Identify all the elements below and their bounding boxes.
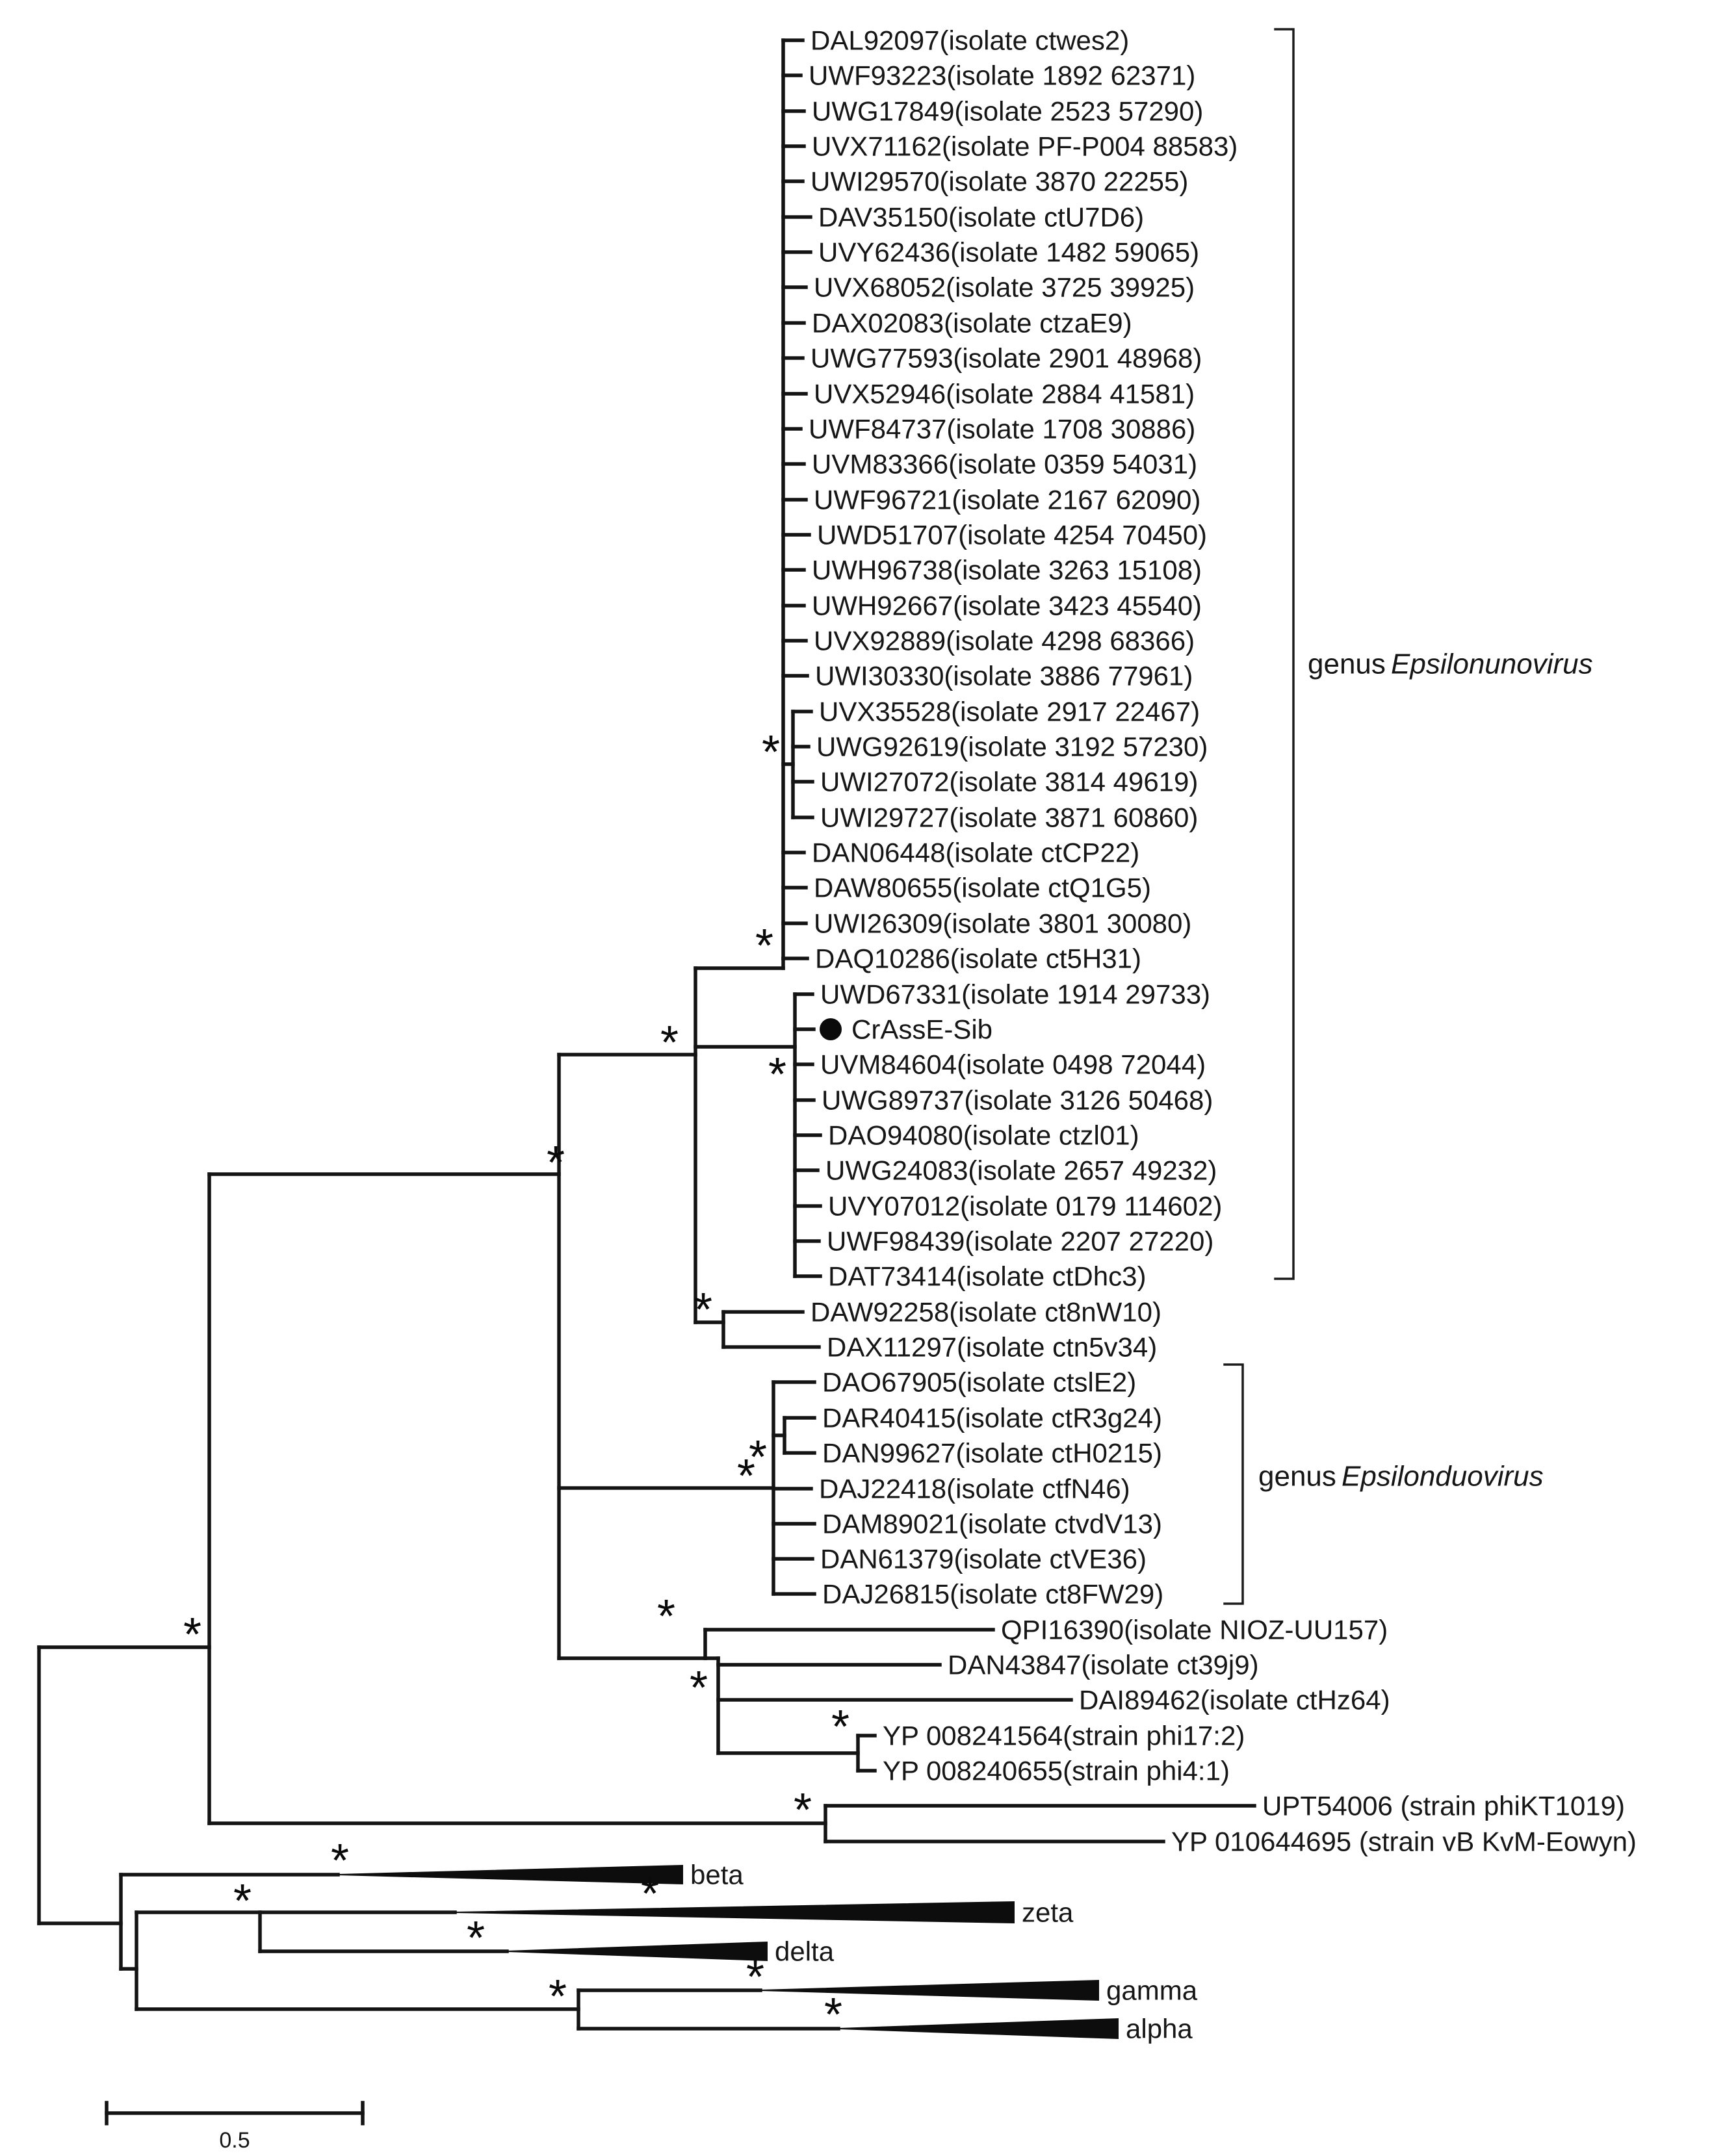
taxon-label: UWG92619(isolate 3192 57230) — [816, 731, 1208, 762]
taxon-label: DAX02083(isolate ctzaE9) — [812, 307, 1132, 339]
taxon-label: UWG77593(isolate 2901 48968) — [811, 342, 1202, 374]
taxon-label: UWH92667(isolate 3423 45540) — [812, 590, 1202, 621]
taxon-label: DAO94080(isolate ctzl01) — [828, 1120, 1139, 1151]
support-asterisk: * — [755, 920, 774, 972]
taxon-label: UWI29570(isolate 3870 22255) — [811, 166, 1189, 197]
support-asterisk: * — [660, 1017, 679, 1069]
taxon-label: UVX35528(isolate 2917 22467) — [819, 696, 1200, 727]
taxon-label: UVX52946(isolate 2884 41581) — [814, 378, 1195, 409]
taxon-label: UWF98439(isolate 2207 27220) — [827, 1226, 1214, 1257]
taxon-label: UVX71162(isolate PF-P004 88583) — [812, 131, 1238, 162]
clade-label-zeta: zeta — [1022, 1897, 1074, 1928]
taxon-label: DAN43847(isolate ct39j9) — [948, 1649, 1259, 1680]
support-asterisk: * — [694, 1284, 713, 1336]
taxon-label: UWG24083(isolate 2657 49232) — [825, 1155, 1217, 1186]
taxon-label: YP 010644695 (strain vB KvM-Eowyn) — [1171, 1826, 1637, 1857]
clade-triangle-gamma — [760, 1981, 1098, 2000]
support-asterisk: * — [831, 1701, 850, 1753]
support-asterisk: * — [233, 1875, 252, 1927]
clade-triangle-beta — [338, 1866, 682, 1884]
support-asterisk: * — [824, 1989, 843, 2041]
support-asterisk: * — [330, 1835, 350, 1887]
taxon-label: DAN61379(isolate ctVE36) — [820, 1543, 1147, 1574]
support-asterisk: * — [768, 1049, 787, 1101]
support-markers — [183, 726, 850, 2041]
taxon-label: YP 008240655(strain phi4:1) — [883, 1755, 1230, 1786]
taxon-label: UPT54006 (strain phiKT1019) — [1262, 1790, 1625, 1821]
support-asterisk: * — [689, 1662, 708, 1714]
taxon-label: DAW92258(isolate ct8nW10) — [811, 1296, 1162, 1328]
taxon-label: UVM83366(isolate 0359 54031) — [812, 448, 1198, 480]
taxon-label: DAX11297(isolate ctn5v34) — [827, 1331, 1158, 1363]
scale-bar-label: 0.5 — [219, 2128, 250, 2153]
leaf-labels — [809, 25, 1637, 1857]
taxon-label: UWF96721(isolate 2167 62090) — [814, 484, 1201, 515]
taxon-label: UWG17849(isolate 2523 57290) — [812, 96, 1204, 127]
taxon-label: YP 008241564(strain phi17:2) — [883, 1720, 1245, 1751]
taxon-label: DAT73414(isolate ctDhc3) — [828, 1261, 1147, 1292]
genus-brackets — [1225, 29, 1293, 1604]
taxon-label: UWD67331(isolate 1914 29733) — [820, 979, 1211, 1010]
taxon-label: UWF84737(isolate 1708 30886) — [809, 413, 1196, 444]
support-asterisk: * — [466, 1912, 486, 1964]
taxon-label: DAO67905(isolate ctslE2) — [822, 1367, 1137, 1398]
filled-circle-icon — [820, 1018, 842, 1040]
support-asterisk: * — [736, 1450, 756, 1502]
genus-labels — [1258, 648, 1593, 1493]
taxon-label: DAN06448(isolate ctCP22) — [812, 837, 1140, 868]
genus-name-epsilonduovirus: Epsilonduovirus — [1342, 1460, 1544, 1493]
taxon-label: UWF93223(isolate 1892 62371) — [809, 60, 1196, 91]
support-asterisk: * — [183, 1609, 202, 1661]
taxon-label: UVX92889(isolate 4298 68366) — [814, 625, 1195, 656]
support-asterisk: * — [546, 1137, 565, 1189]
taxon-label: UWG89737(isolate 3126 50468) — [822, 1084, 1213, 1116]
taxon-label: UVY62436(isolate 1482 59065) — [818, 237, 1200, 268]
taxon-label: UVY07012(isolate 0179 114602) — [828, 1190, 1223, 1222]
support-asterisk: * — [746, 1951, 765, 2003]
taxon-label: DAI89462(isolate ctHz64) — [1079, 1684, 1390, 1715]
clade-triangle-zeta — [455, 1902, 1014, 1923]
support-asterisk: * — [548, 1971, 567, 2023]
clade-label-beta: beta — [690, 1859, 744, 1890]
taxon-label: DAR40415(isolate ctR3g24) — [822, 1402, 1162, 1433]
clade-triangle-delta — [507, 1942, 767, 1960]
bracket-epsilonunovirus — [1275, 29, 1293, 1279]
scale-bar — [107, 2103, 363, 2153]
taxon-label: UVM84604(isolate 0498 72044) — [820, 1049, 1206, 1080]
taxon-label: DAN99627(isolate ctH0215) — [822, 1437, 1162, 1469]
taxon-label: DAJ22418(isolate ctfN46) — [819, 1473, 1130, 1504]
taxon-label: DAW80655(isolate ctQ1G5) — [814, 872, 1151, 903]
support-asterisk: * — [640, 1868, 660, 1920]
support-asterisk: * — [748, 1431, 768, 1483]
taxon-label: DAV35150(isolate ctU7D6) — [818, 201, 1145, 233]
taxon-label: DAL92097(isolate ctwes2) — [811, 25, 1130, 56]
support-asterisk: * — [656, 1591, 676, 1643]
clade-label-gamma: gamma — [1106, 1975, 1198, 2006]
taxon-label: UWI30330(isolate 3886 77961) — [815, 660, 1193, 691]
taxon-label: DAQ10286(isolate ct5H31) — [815, 943, 1141, 974]
genus-prefix-epsilonduovirus: genus — [1258, 1460, 1336, 1493]
taxon-label: UWI29727(isolate 3871 60860) — [820, 802, 1199, 833]
taxon-label: UWI26309(isolate 3801 30080) — [814, 908, 1192, 939]
genus-prefix-epsilonunovirus: genus — [1308, 648, 1386, 680]
taxon-label: UWI27072(isolate 3814 49619) — [820, 766, 1199, 797]
taxon-label: QPI16390(isolate NIOZ-UU157) — [1001, 1614, 1388, 1645]
taxon-label: UVX68052(isolate 3725 39925) — [814, 272, 1195, 303]
clade-triangle-alpha — [838, 2019, 1118, 2038]
support-asterisk: * — [761, 726, 781, 778]
bracket-epsilonduovirus — [1225, 1365, 1243, 1604]
taxon-label: DAM89021(isolate ctvdV13) — [822, 1508, 1162, 1539]
clade-label-alpha: alpha — [1126, 2013, 1193, 2044]
clade-label-delta: delta — [775, 1936, 835, 1967]
taxon-label: DAJ26815(isolate ct8FW29) — [822, 1578, 1164, 1610]
taxon-label: UWH96738(isolate 3263 15108) — [812, 554, 1202, 585]
support-asterisk: * — [793, 1784, 812, 1836]
taxon-label: UWD51707(isolate 4254 70450) — [817, 519, 1208, 550]
taxon-label-highlighted: CrAssE-Sib — [851, 1014, 993, 1045]
genus-name-epsilonunovirus: Epsilonunovirus — [1391, 648, 1593, 680]
